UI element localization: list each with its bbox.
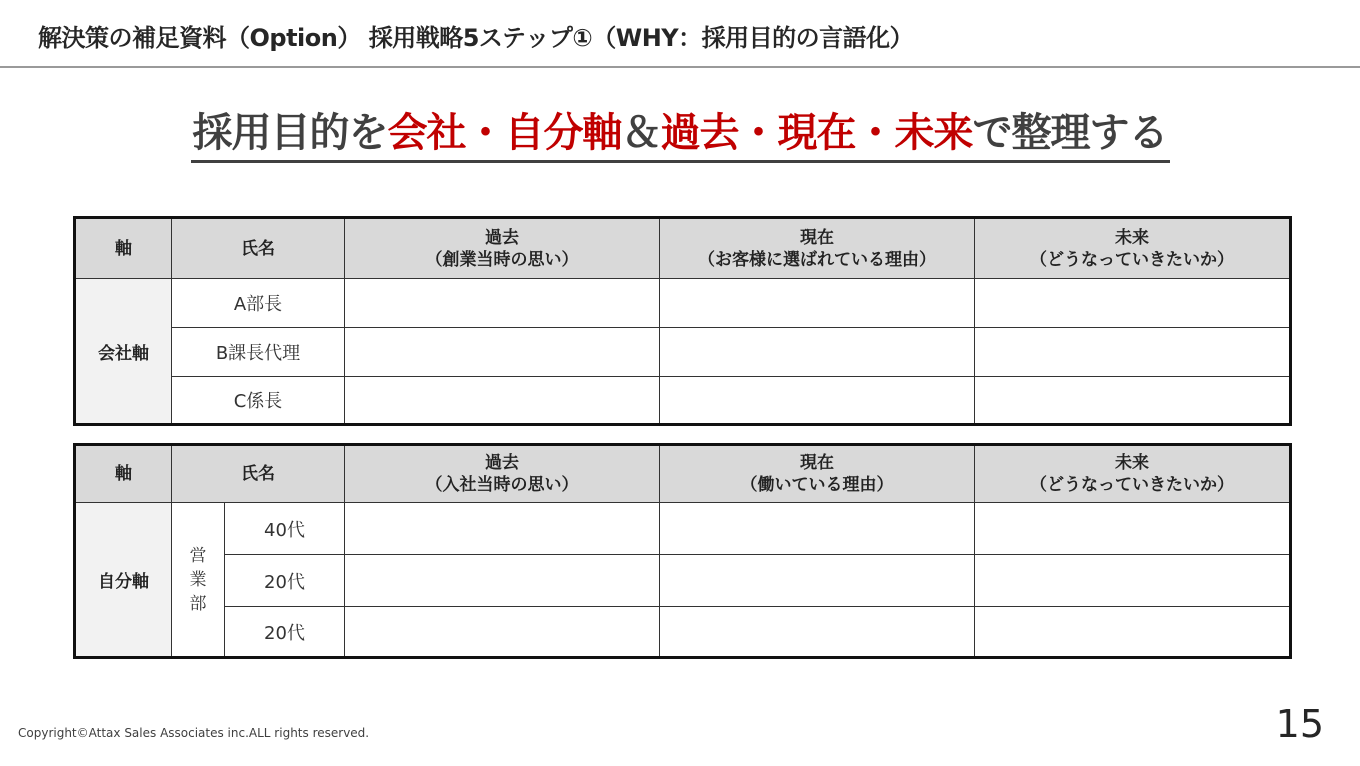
header-past-sub: （入社当時の思い） [425,475,579,495]
header-past [345,445,660,503]
present-cell[interactable] [660,377,975,425]
headline-part-4: 過去・現在・未来 [660,110,973,156]
header-axis: 軸 [75,445,172,503]
name-cell: 40代 [225,503,345,555]
headline [0,106,1360,163]
past-cell[interactable] [345,555,660,607]
header-present-sub: （働いている理由） [740,475,894,495]
axis-label: 会社軸 [75,279,172,425]
past-cell[interactable] [345,377,660,425]
header-present [660,445,975,503]
header-name: 氏名 [172,218,345,279]
present-cell[interactable] [660,607,975,658]
headline-part-1: 採用目的を [192,110,388,156]
table-row [75,555,1291,607]
table-header-row [75,445,1291,503]
header-past [345,218,660,279]
header-present [660,218,975,279]
future-cell[interactable] [975,279,1291,328]
present-cell[interactable] [660,503,975,555]
header-axis: 軸 [75,218,172,279]
header-name: 氏名 [172,445,345,503]
header-past-title: 過去 [485,227,519,248]
headline-part-3: ＆ [621,110,661,156]
department-char: 業 [189,569,207,590]
header-future-title: 未来 [1115,453,1149,473]
header-future-sub: （どうなっていきたいか） [1030,475,1234,495]
name-cell: 20代 [225,555,345,607]
table-row [75,328,1291,377]
slide-header [0,0,1360,68]
future-cell[interactable] [975,503,1291,555]
name-cell: 20代 [225,607,345,658]
present-cell[interactable] [660,555,975,607]
table-row [75,607,1291,658]
name-cell: C係長 [172,377,345,425]
present-cell[interactable] [660,328,975,377]
copyright-text: Copyright©Attax Sales Associates inc.ALL rights reserved. [18,726,370,740]
department-char: 部 [189,593,207,614]
header-past-title: 過去 [485,453,519,473]
department-char: 営 [189,545,207,566]
company-axis-table [73,216,1292,426]
table-row [75,377,1291,425]
header-future [975,218,1291,279]
headline-part-5: で整理する [972,110,1168,156]
past-cell[interactable] [345,607,660,658]
header-future-sub: （どうなっていきたいか） [1030,249,1234,270]
slide-title: 解決策の補足資料（Option） 採用戦略5ステップ①（WHY：採用目的の言語化） [38,24,914,52]
header-future-title: 未来 [1115,227,1149,248]
past-cell[interactable] [345,328,660,377]
page-number: 15 [1275,702,1324,746]
header-past-sub: （創業当時の思い） [425,249,579,270]
past-cell[interactable] [345,503,660,555]
future-cell[interactable] [975,555,1291,607]
table-header-row [75,218,1291,279]
self-axis-table [73,443,1292,659]
department-cell [172,503,225,658]
future-cell[interactable] [975,377,1291,425]
name-cell: A部長 [172,279,345,328]
headline-text [191,106,1170,163]
header-present-title: 現在 [800,227,834,248]
header-future [975,445,1291,503]
table-row [75,503,1291,555]
header-present-title: 現在 [800,453,834,473]
present-cell[interactable] [660,279,975,328]
axis-label: 自分軸 [75,503,172,658]
name-cell: B課長代理 [172,328,345,377]
future-cell[interactable] [975,607,1291,658]
future-cell[interactable] [975,328,1291,377]
headline-part-2: 会社・自分軸 [387,110,622,156]
table-row [75,279,1291,328]
past-cell[interactable] [345,279,660,328]
header-present-sub: （お客様に選ばれている理由） [698,249,936,270]
